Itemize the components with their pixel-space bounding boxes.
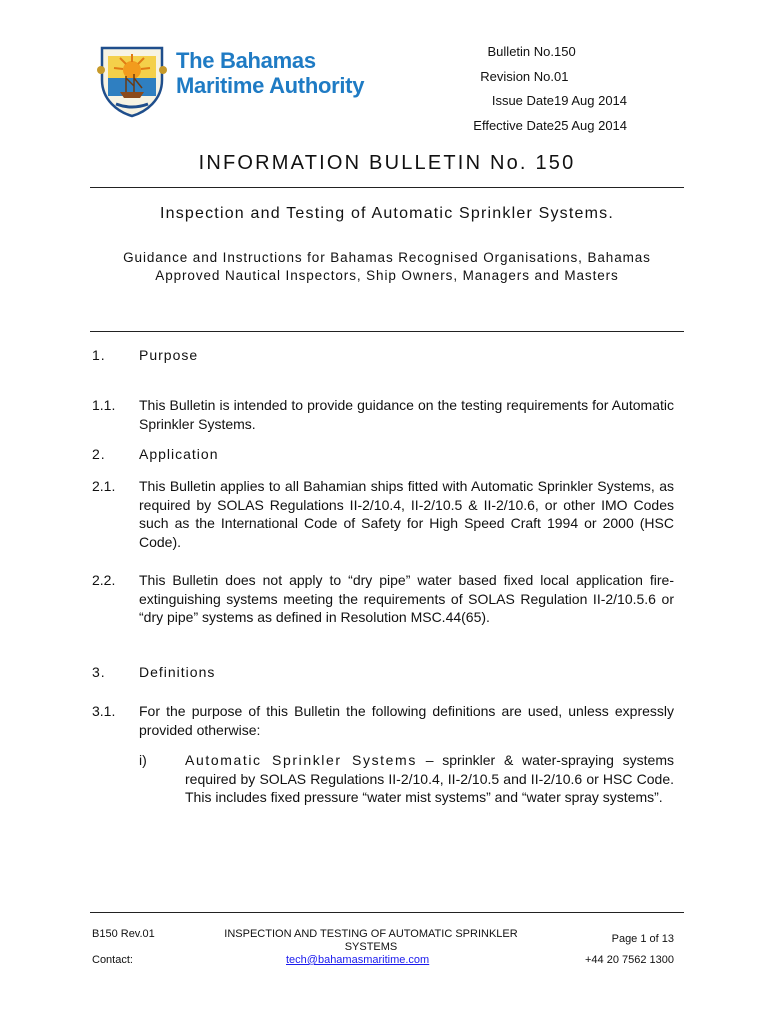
footer-phone: +44 20 7562 1300 <box>584 954 674 966</box>
meta-value: 01 <box>554 68 569 84</box>
paragraph-text: This Bulletin is intended to provide guidance on the testing requirements for Automatic Sprinkler Systems. <box>139 397 674 432</box>
meta-value: 19 Aug 2014 <box>554 93 628 108</box>
meta-row-issue-date <box>420 93 680 118</box>
footer-contact-label: Contact: <box>92 954 133 966</box>
section-number: 3. <box>92 664 106 680</box>
org-name-line1: The Bahamas <box>176 48 316 73</box>
paragraph-number: 2.2. <box>92 572 116 588</box>
meta-label: Bulletin No. <box>487 44 554 59</box>
paragraph-text: This Bulletin applies to all Bahamian ships fitted with Automatic Sprinkler Systems, as required by SOLAS Regulations II-2/10.4, II-2/10.5 & II-2/10.6, or other IMO Codes such as the International Code of Safety for High Speed Craft 1994 or 2000 (HSC Code). <box>139 478 674 550</box>
section-number: 1. <box>92 347 106 363</box>
definition-body: – sprinkler & water-spraying systems required by SOLAS Regulations II-2/10.4, II-2/10.5 and II-2/10.6 or HSC Code. This includes fixed pressure “water mist systems” and “water spray systems”. <box>185 752 674 806</box>
section-title: Application <box>139 446 219 462</box>
meta-row-effective-date <box>420 118 680 143</box>
guidance-text: Guidance and Instructions for Bahamas Recognised Organisations, Bahamas Approved Nautical Inspectors, Ship Owners, Managers and Masters <box>123 250 651 283</box>
definition-term: Automatic Sprinkler Systems <box>185 752 417 768</box>
meta-row-revision <box>420 69 680 94</box>
paragraph-number: 1.1. <box>92 397 116 413</box>
section-title: Definitions <box>139 664 216 680</box>
paragraph-number: 3.1. <box>92 703 116 719</box>
bulletin-meta <box>420 44 680 142</box>
meta-value: 150 <box>554 44 576 59</box>
bma-logo <box>96 40 386 120</box>
meta-label: Effective Date <box>473 117 554 133</box>
paragraph-1-1 <box>92 396 674 433</box>
paragraph-3-1 <box>92 702 674 739</box>
footer-page-number: Page 1 of 13 <box>611 933 674 945</box>
paragraph-2-2 <box>92 571 674 627</box>
section-number: 2. <box>92 446 106 462</box>
divider <box>90 331 684 332</box>
org-name-line2: Maritime Authority <box>176 73 365 98</box>
footer-doc-code: B150 Rev.01 <box>92 928 155 940</box>
definition-number: i) <box>139 752 147 768</box>
paragraph-text: For the purpose of this Bulletin the following definitions are used, unless expressly provided otherwise: <box>139 703 674 738</box>
crest-icon <box>96 40 168 118</box>
definition-item <box>139 751 674 807</box>
definition-text <box>185 751 674 807</box>
meta-label: Issue Date <box>491 93 554 108</box>
section-title: Purpose <box>139 347 199 363</box>
divider <box>90 187 684 188</box>
footer-divider <box>90 912 684 913</box>
footer-title: INSPECTION AND TESTING OF AUTOMATIC SPRINKLER SYSTEMS <box>224 928 518 953</box>
footer-email-link[interactable]: tech@bahamasmaritime.com <box>286 954 430 966</box>
meta-value: 25 Aug 2014 <box>554 117 628 133</box>
meta-row-bulletin <box>420 44 680 69</box>
document-title: INFORMATION BULLETIN No. 150 <box>198 152 576 174</box>
paragraph-number: 2.1. <box>92 478 116 494</box>
paragraph-text: This Bulletin does not apply to “dry pipe” water based fixed local application fire-extinguishing systems meeting the requirements of SOLAS Regulation II-2/10.5.6 or “dry pipe” systems as defined in Resolution MSC.44(65). <box>139 572 674 626</box>
paragraph-2-1 <box>92 477 674 551</box>
meta-label: Revision No. <box>480 68 554 84</box>
document-subtitle: Inspection and Testing of Automatic Sprinkler Systems. <box>159 205 615 222</box>
org-name <box>176 48 364 98</box>
